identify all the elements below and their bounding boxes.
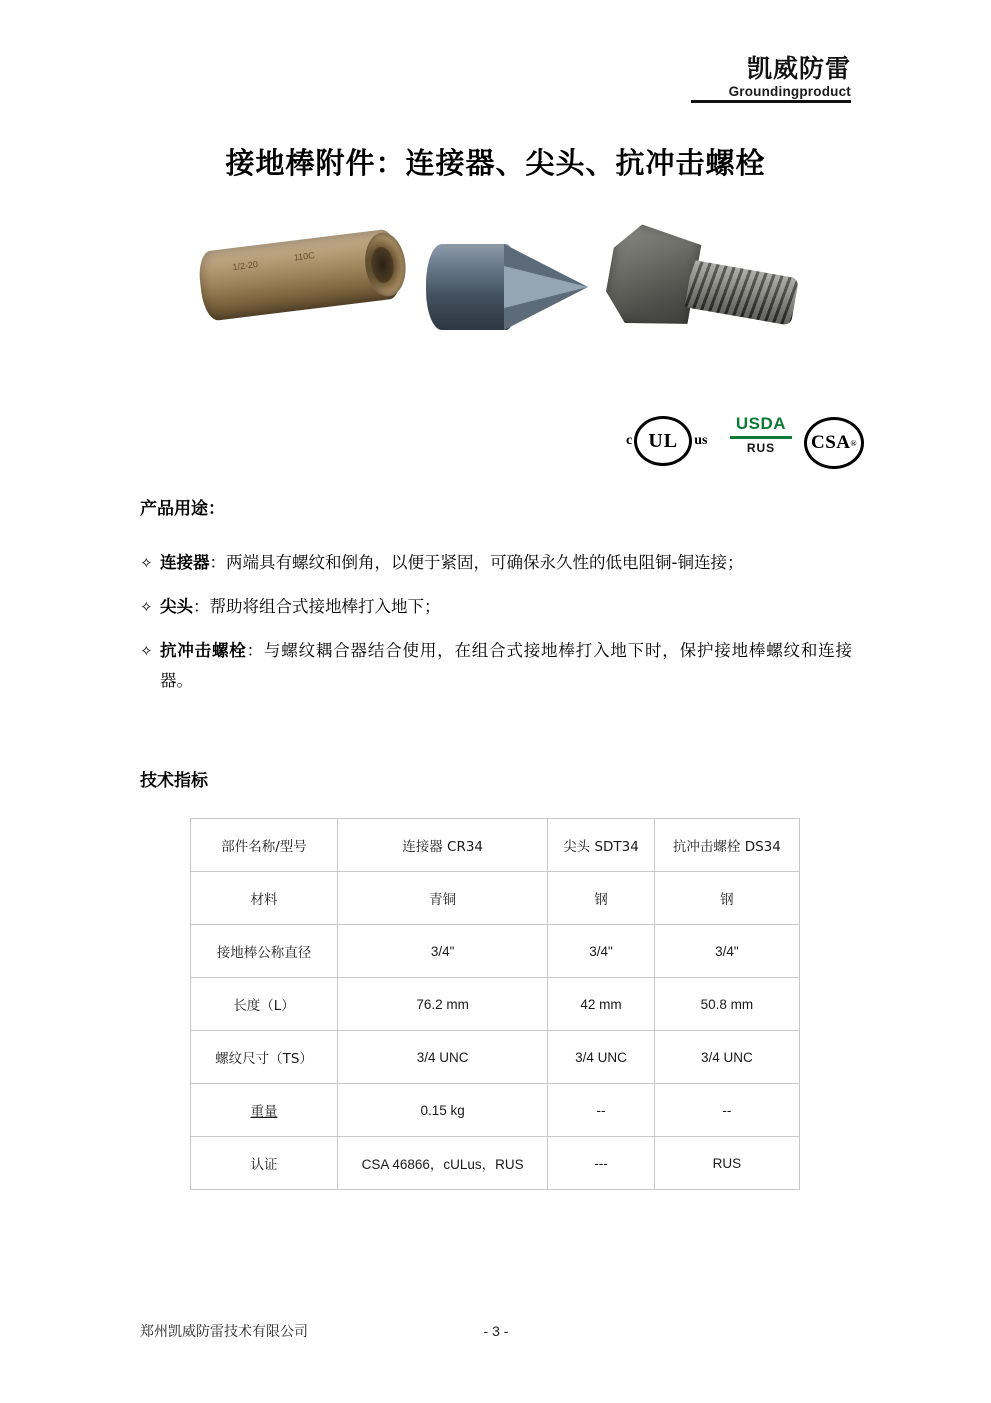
table-row-label: 重量 (191, 1084, 338, 1137)
table-row (191, 925, 800, 978)
company-logo (691, 56, 851, 103)
table-cell: 76.2 mm (338, 978, 548, 1031)
table-cell: 3/4 UNC (338, 1031, 548, 1084)
bolt-hex-head (601, 220, 703, 333)
list-item-desc: ：两端具有螺纹和倒角，以便于紧固，可确保永久性的低电阻铜-铜连接； (209, 553, 744, 572)
point-image (426, 244, 586, 330)
table-cell: 钢 (654, 872, 799, 925)
ul-mark-icon (626, 418, 718, 464)
list-item-desc: ：帮助将组合式接地棒打入地下； (193, 597, 441, 616)
table-cell: 钢 (548, 872, 655, 925)
table-row (191, 1031, 800, 1084)
page-title: 接地棒附件：连接器、尖头、抗冲击螺栓 (225, 146, 766, 181)
table-row-label: 长度（L） (191, 978, 338, 1031)
table-cell: 3/4" (338, 925, 548, 978)
table-cell: 青铜 (338, 872, 548, 925)
table-row-label: 认证 (191, 1137, 338, 1190)
list-item-text (160, 548, 743, 578)
table-cell: --- (548, 1137, 655, 1190)
diamond-bullet-icon: ✧ (140, 642, 153, 660)
point-base (426, 244, 512, 330)
list-item (140, 592, 852, 622)
list-item-term: 连接器 (160, 553, 210, 572)
point-cone-light (504, 266, 588, 308)
spec-heading: 技术指标 (140, 771, 208, 791)
table-row (191, 1137, 800, 1190)
usage-heading: 产品用途： (140, 499, 225, 519)
table-cell: 50.8 mm (654, 978, 799, 1031)
coupler-mark-2: 110C (293, 250, 316, 263)
list-item-text (160, 592, 441, 622)
table-header-cell: 尖头 SDT34 (548, 819, 655, 872)
list-item-text (160, 636, 852, 696)
table-row (191, 872, 800, 925)
table-cell: 3/4 UNC (548, 1031, 655, 1084)
table-header-cell: 连接器 CR34 (338, 819, 548, 872)
logo-chinese-text: 凯威防雷 (746, 54, 851, 83)
table-cell: 3/4" (548, 925, 655, 978)
list-item-desc: ：与螺纹耦合器结合使用，在组合式接地棒打入地下时，保护接地棒螺纹和连接器。 (160, 641, 853, 690)
diamond-bullet-icon: ✧ (140, 598, 153, 616)
table-row (191, 978, 800, 1031)
bolt-image (597, 203, 808, 374)
ul-mark-us: us (694, 433, 708, 448)
list-item-term: 抗冲击螺栓 (160, 641, 247, 660)
table-cell: CSA 46866，cULus，RUS (338, 1137, 548, 1190)
coupler-image (196, 228, 403, 322)
csa-registered-icon: ® (850, 438, 857, 448)
diamond-bullet-icon: ✧ (140, 554, 153, 572)
table-header-row (191, 819, 800, 872)
table-cell: 0.15 kg (338, 1084, 548, 1137)
usda-mark-bar (730, 436, 792, 439)
ul-mark-center: UL (634, 416, 692, 466)
table-row (191, 1084, 800, 1137)
table-row-label: 接地棒公称直径 (191, 925, 338, 978)
table-row-label: 材料 (191, 872, 338, 925)
usda-mark-top: USDA (735, 414, 787, 433)
table-cell: -- (548, 1084, 655, 1137)
ul-mark-c: c (626, 433, 633, 448)
page-footer (140, 1321, 852, 1341)
csa-mark-icon (804, 417, 864, 469)
product-image-row (190, 212, 810, 372)
bolt-threaded-shank (684, 260, 799, 326)
usage-list (140, 548, 852, 710)
certification-marks (626, 414, 856, 470)
footer-page-number: - 3 - (483, 1323, 509, 1339)
footer-company-name: 郑州凯威防雷技术有限公司 (140, 1324, 308, 1340)
usda-mark-icon (730, 414, 792, 455)
list-item (140, 548, 852, 578)
list-item-term: 尖头 (160, 597, 193, 616)
table-header-cell: 部件名称/型号 (191, 819, 338, 872)
csa-mark-text: CSA (811, 432, 851, 453)
table-header-cell: 抗冲击螺栓 DS34 (654, 819, 799, 872)
table-cell: RUS (654, 1137, 799, 1190)
list-item (140, 636, 852, 696)
table-cell: -- (654, 1084, 799, 1137)
table-cell: 3/4" (654, 925, 799, 978)
table-cell: 42 mm (548, 978, 655, 1031)
table-row-label: 螺纹尺寸（TS） (191, 1031, 338, 1084)
table-cell: 3/4 UNC (654, 1031, 799, 1084)
spec-table (190, 818, 800, 1190)
coupler-mark-1: 1/2-20 (231, 259, 259, 273)
logo-underline (691, 100, 851, 103)
usda-mark-bottom: RUS (746, 441, 776, 455)
logo-english-text: Groundingproduct (691, 84, 851, 99)
